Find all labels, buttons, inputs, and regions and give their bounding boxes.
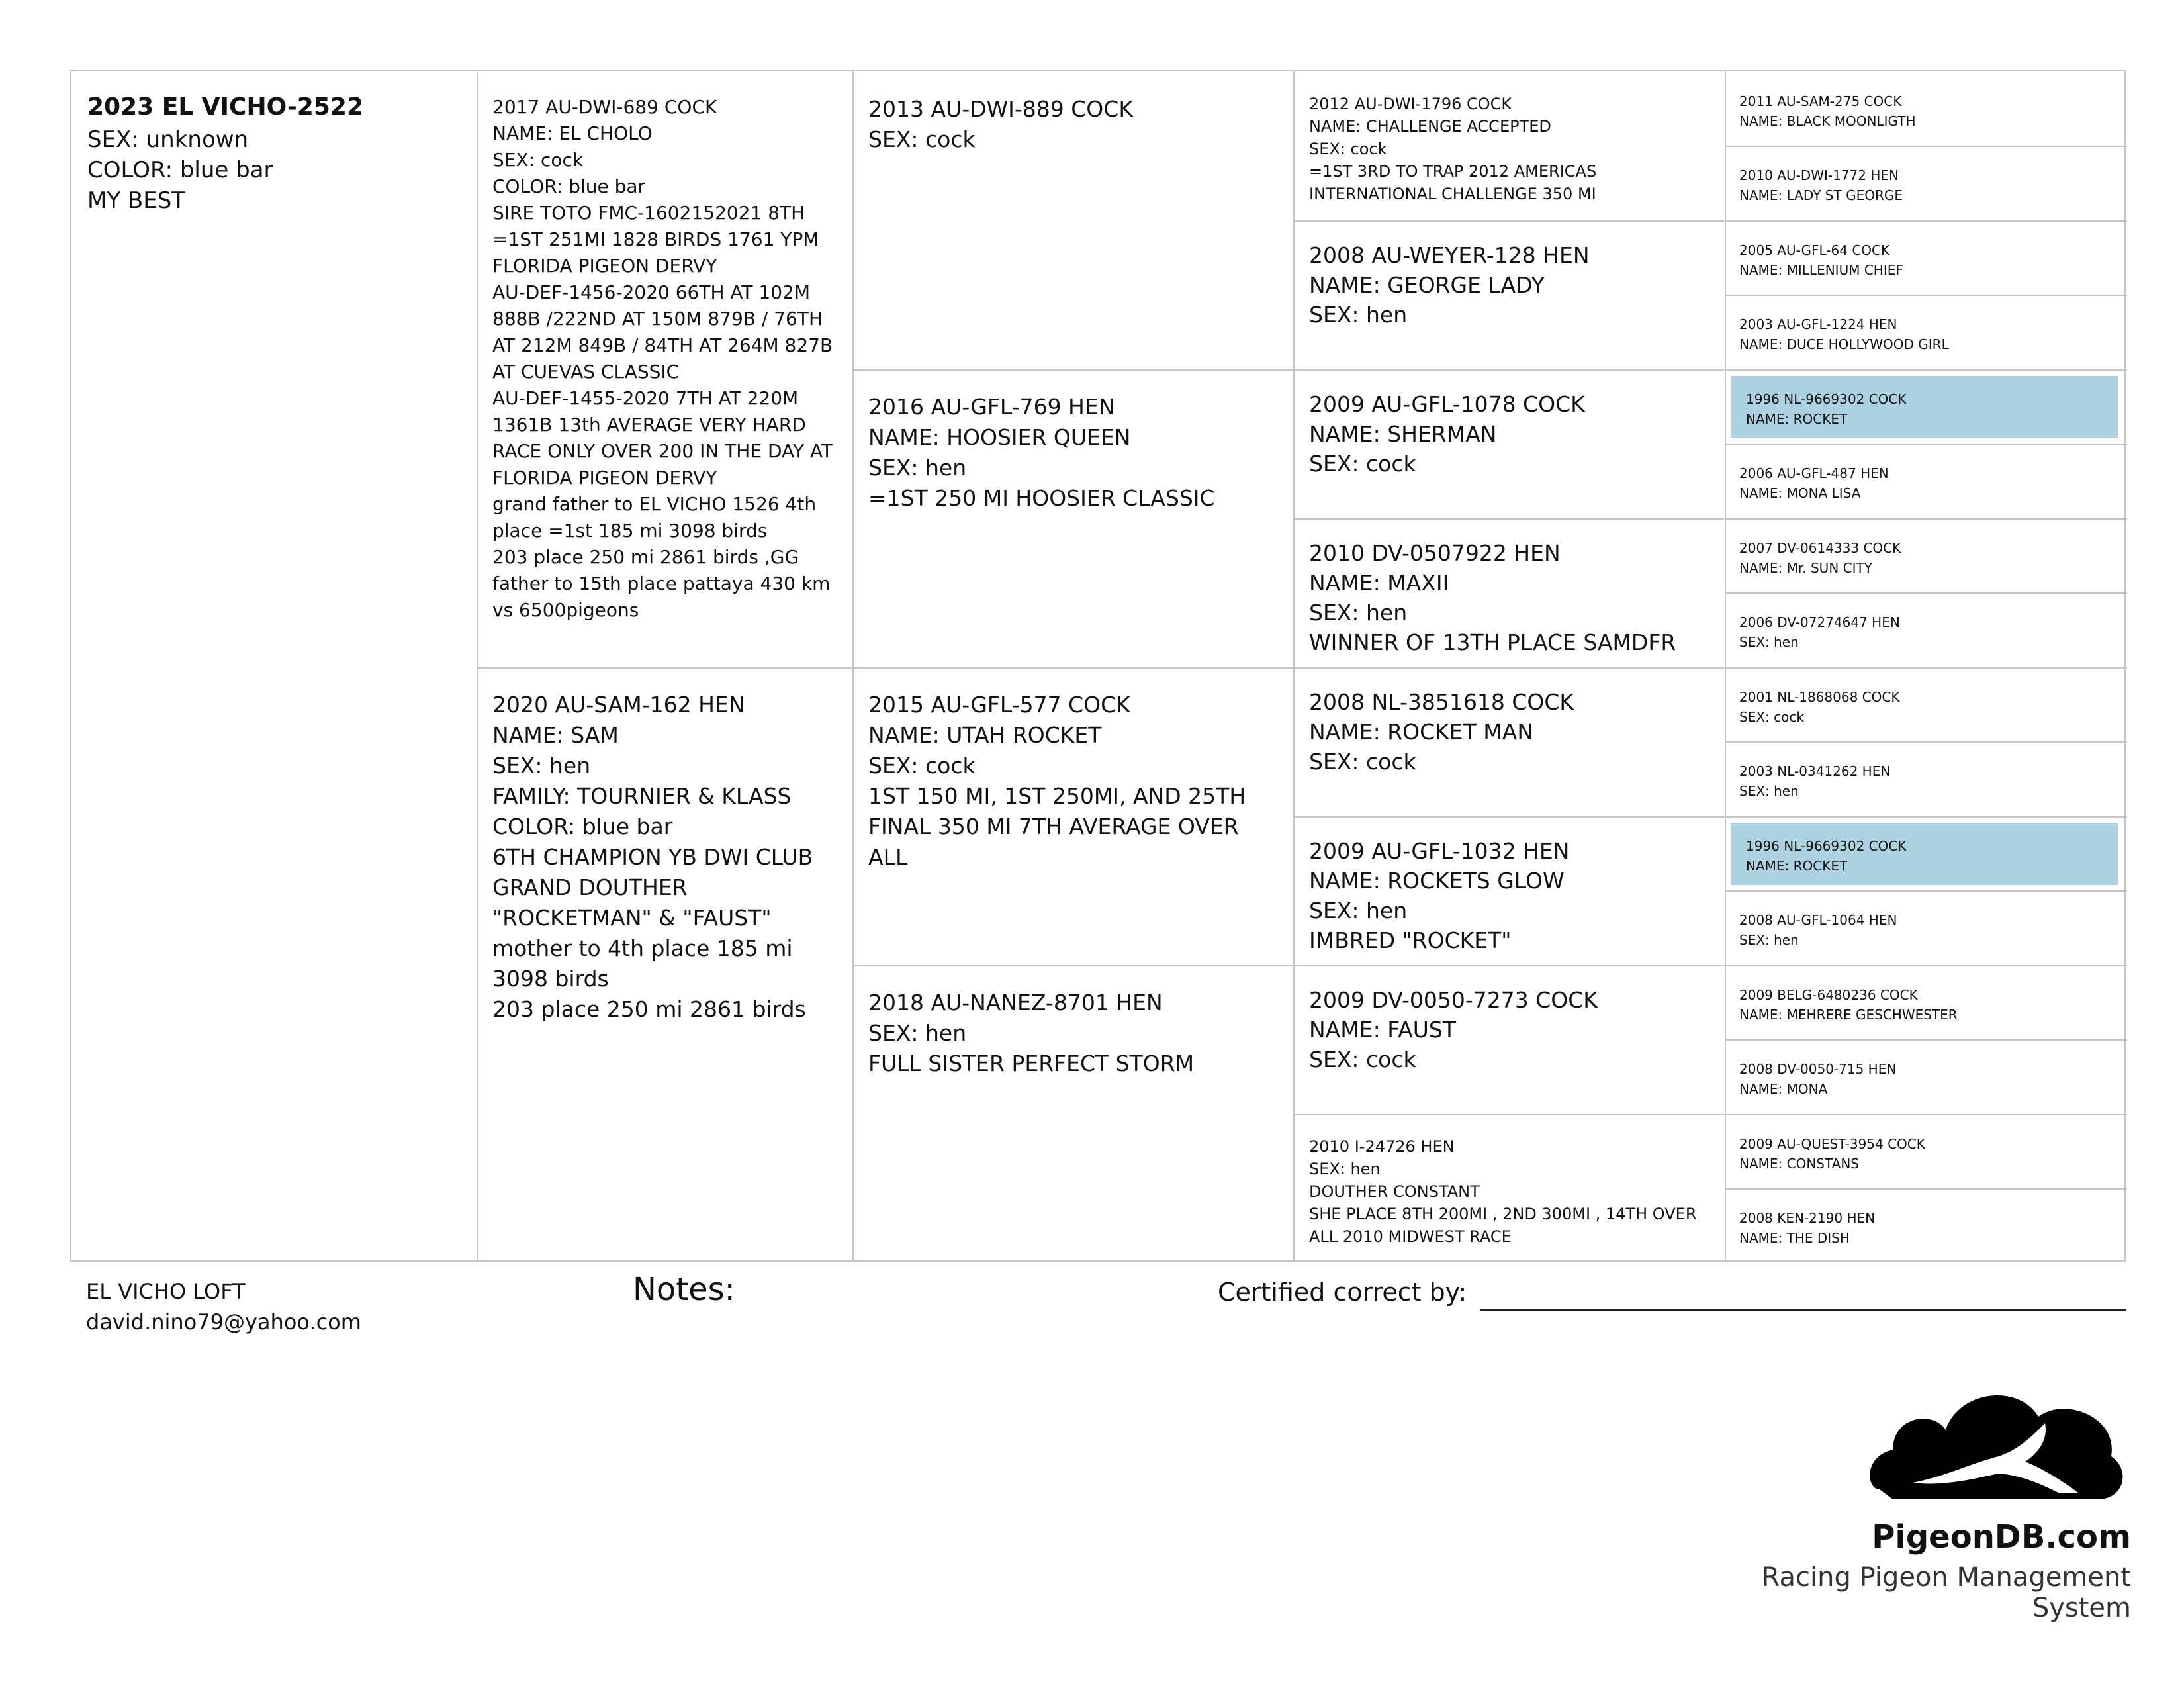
pedigree-line: SEX: cock bbox=[1309, 140, 1387, 158]
pedigree-line: 2008 AU-GFL-1064 HEN bbox=[1739, 912, 1897, 928]
pedigree-line: 2011 AU-SAM-275 COCK bbox=[1739, 93, 1902, 109]
pedigree-line: WINNER OF 13TH PLACE SAMDFR bbox=[1309, 630, 1676, 655]
dam-line: 2020 AU-SAM-162 HEN bbox=[492, 692, 745, 718]
pedigree-line: SEX: cock bbox=[1309, 451, 1416, 477]
pedigree-line: 2008 AU-WEYER-128 HEN bbox=[1309, 242, 1590, 268]
gg-grandparent-cell-highlighted bbox=[1731, 823, 2118, 885]
grandparent-cell bbox=[852, 71, 1293, 369]
pedigree-line: NAME: UTAH ROCKET bbox=[868, 722, 1102, 748]
great-grandparent-cell bbox=[1293, 220, 1725, 369]
pedigree-line: 2016 AU-GFL-769 HEN bbox=[868, 394, 1115, 420]
pedigree-line: 2008 DV-0050-715 HEN bbox=[1739, 1061, 1897, 1077]
grandparent-cell bbox=[852, 369, 1293, 667]
pedigree-line: 2008 NL-3851618 COCK bbox=[1309, 689, 1574, 715]
pigeon-cloud-icon bbox=[1866, 1377, 2131, 1516]
pedigree-line: NAME: MAXII bbox=[1309, 570, 1449, 596]
pedigree-line: NAME: ROCKET bbox=[1746, 858, 1848, 874]
gg-grandparent-cell-highlighted bbox=[1731, 376, 2118, 438]
pedigree-line: SEX: cock bbox=[868, 126, 976, 152]
great-grandparent-cell bbox=[1293, 667, 1725, 816]
notes-label: Notes: bbox=[633, 1271, 735, 1308]
dam-line: SEX: hen bbox=[492, 753, 591, 778]
gg-grandparent-cell bbox=[1725, 965, 2124, 1039]
pedigree-line: 2003 AU-GFL-1224 HEN bbox=[1739, 316, 1897, 332]
pedigree-line: SEX: hen bbox=[1739, 783, 1799, 799]
pedigree-line: 2015 AU-GFL-577 COCK bbox=[868, 692, 1130, 718]
logo-tagline: Racing Pigeon Management System bbox=[1761, 1562, 2131, 1623]
loft-contact bbox=[86, 1276, 361, 1337]
great-grandparent-cell bbox=[1293, 1114, 1725, 1263]
dam-line: COLOR: blue bar bbox=[492, 814, 673, 839]
pedigree-line: NAME: CHALLENGE ACCEPTED bbox=[1309, 117, 1551, 136]
dam-line: 203 place 250 mi 2861 birds bbox=[492, 996, 806, 1022]
pedigree-line: NAME: MONA bbox=[1739, 1081, 1828, 1097]
pedigree-line: SEX: hen bbox=[1309, 600, 1408, 626]
pedigree-line: NAME: CONSTANS bbox=[1739, 1156, 1859, 1172]
pedigree-line: SHE PLACE 8TH 200MI , 2ND 300MI , 14TH OVER ALL 2010 MIDWEST RACE bbox=[1309, 1205, 1702, 1246]
pedigree-line: SEX: hen bbox=[1309, 302, 1408, 328]
pedigree-line: 2008 KEN-2190 HEN bbox=[1739, 1210, 1876, 1226]
gg-grandparent-cell bbox=[1725, 667, 2124, 741]
pedigree-line: SEX: hen bbox=[1309, 1160, 1381, 1178]
pedigree-line: IMBRED "ROCKET" bbox=[1309, 927, 1512, 953]
pedigree-line: 2009 AU-GFL-1078 COCK bbox=[1309, 391, 1585, 417]
pedigree-line: 2013 AU-DWI-889 COCK bbox=[868, 96, 1133, 122]
pedigree-line: =1ST 250 MI HOOSIER CLASSIC bbox=[868, 485, 1215, 511]
pedigree-line: NAME: Mr. SUN CITY bbox=[1739, 560, 1872, 576]
pedigree-line: NAME: MEHRERE GESCHWESTER bbox=[1739, 1007, 1958, 1023]
pedigree-line: NAME: DUCE HOLLYWOOD GIRL bbox=[1739, 336, 1949, 352]
pedigree-line: DOUTHER CONSTANT bbox=[1309, 1182, 1480, 1201]
sire-cell bbox=[477, 71, 852, 667]
gg-grandparent-cell bbox=[1725, 890, 2124, 965]
loft-email: david.nino79@yahoo.com bbox=[86, 1309, 361, 1335]
pedigree-line: SEX: hen bbox=[868, 1020, 967, 1046]
pedigree-line: NAME: MONA LISA bbox=[1739, 485, 1861, 501]
dam-line: NAME: SAM bbox=[492, 722, 619, 748]
gg-grandparent-cell bbox=[1725, 146, 2124, 220]
pedigree-line: 2003 NL-0341262 HEN bbox=[1739, 763, 1891, 779]
dam-line: 6TH CHAMPION YB DWI CLUB GRAND DOUTHER "ROCKETMAN" & "FAUST" bbox=[492, 844, 820, 931]
dam-cell bbox=[477, 667, 852, 1263]
sire-line: 2017 AU-DWI-689 COCK bbox=[492, 96, 717, 118]
sire-line: AU-DEF-1455-2020 7TH AT 220M 1361B 13th AVERAGE VERY HARD RACE ONLY OVER 200 IN THE DAY AT FLORIDA PIGEON DERVY bbox=[492, 387, 839, 489]
grandparent-cell bbox=[852, 965, 1293, 1263]
pedigree-line: 2005 AU-GFL-64 COCK bbox=[1739, 242, 1890, 258]
sire-line: 203 place 250 mi 2861 birds ,GG father to 15th place pattaya 430 km vs 6500pigeons bbox=[492, 546, 837, 621]
sire-line: AU-DEF-1456-2020 66TH AT 102M 888B /222ND AT 150M 879B / 76TH AT 212M 849B / 84TH AT 264M 827B AT CUEVAS CLASSIC bbox=[492, 281, 839, 383]
pedigree-line: NAME: BLACK MOONLIGTH bbox=[1739, 113, 1916, 129]
great-grandparent-cell bbox=[1293, 71, 1725, 220]
pedigree-line: SEX: cock bbox=[1309, 749, 1416, 774]
grandparent-cell bbox=[852, 667, 1293, 965]
sire-line: NAME: EL CHOLO bbox=[492, 122, 653, 144]
pedigree-line: FULL SISTER PERFECT STORM bbox=[868, 1051, 1195, 1076]
pedigree-line: NAME: SHERMAN bbox=[1309, 421, 1497, 447]
sire-line: COLOR: blue bar bbox=[492, 175, 646, 197]
subject-title: 2023 EL VICHO-2522 bbox=[87, 93, 364, 120]
pedigree-line: 2009 AU-GFL-1032 HEN bbox=[1309, 838, 1570, 864]
dam-line: FAMILY: TOURNIER & KLASS bbox=[492, 783, 792, 809]
pedigree-line: 2006 DV-07274647 HEN bbox=[1739, 614, 1900, 630]
pedigree-line: 2012 AU-DWI-1796 COCK bbox=[1309, 95, 1512, 113]
gg-grandparent-cell bbox=[1725, 71, 2124, 146]
gg-grandparent-cell bbox=[1725, 1114, 2124, 1188]
signature-line bbox=[1480, 1309, 2126, 1311]
pedigree-line: NAME: FAUST bbox=[1309, 1017, 1456, 1043]
pedigree-line: 2007 DV-0614333 COCK bbox=[1739, 540, 1901, 556]
pedigree-line: 2010 I-24726 HEN bbox=[1309, 1137, 1455, 1156]
pedigree-line: 1996 NL-9669302 COCK bbox=[1746, 838, 1907, 854]
pedigree-line: 2009 AU-QUEST-3954 COCK bbox=[1739, 1136, 1925, 1152]
great-grandparent-cell bbox=[1293, 965, 1725, 1114]
subject-line: COLOR: blue bar bbox=[87, 157, 273, 183]
pedigree-line: SEX: hen bbox=[1739, 634, 1799, 650]
certified-label: Certified correct by: bbox=[1218, 1278, 1467, 1307]
pedigree-line: 1ST 150 MI, 1ST 250MI, AND 25TH FINAL 350 MI 7TH AVERAGE OVER ALL bbox=[868, 783, 1253, 870]
pedigree-line: 2009 DV-0050-7273 COCK bbox=[1309, 987, 1598, 1013]
pedigree-line: 2010 AU-DWI-1772 HEN bbox=[1739, 167, 1899, 183]
gg-grandparent-cell bbox=[1725, 1188, 2124, 1263]
pedigree-line: 2010 DV-0507922 HEN bbox=[1309, 540, 1561, 566]
pedigree-line: SEX: cock bbox=[868, 753, 976, 778]
sire-line: SIRE TOTO FMC-1602152021 8TH =1ST 251MI 1828 BIRDS 1761 YPM FLORIDA PIGEON DERVY bbox=[492, 202, 825, 277]
pedigree-line: 1996 NL-9669302 COCK bbox=[1746, 391, 1907, 407]
subject-line: SEX: unknown bbox=[87, 126, 249, 153]
gg-grandparent-cell bbox=[1725, 741, 2124, 816]
pedigree-line: 2018 AU-NANEZ-8701 HEN bbox=[868, 990, 1163, 1015]
pedigree-line: NAME: ROCKETS GLOW bbox=[1309, 868, 1565, 894]
pedigree-line: SEX: hen bbox=[1309, 898, 1408, 923]
sire-line: grand father to EL VICHO 1526 4th place =1st 185 mi 3098 birds bbox=[492, 493, 823, 541]
pedigree-line: NAME: GEORGE LADY bbox=[1309, 272, 1545, 298]
pedigree-line: SEX: hen bbox=[1739, 932, 1799, 948]
pedigree-line: SEX: hen bbox=[868, 455, 967, 481]
loft-name: EL VICHO LOFT bbox=[86, 1279, 246, 1304]
pedigree-line: 2001 NL-1868068 COCK bbox=[1739, 689, 1900, 705]
pedigree-line: NAME: MILLENIUM CHIEF bbox=[1739, 262, 1903, 278]
pedigree-line: NAME: THE DISH bbox=[1739, 1230, 1850, 1246]
gg-grandparent-cell bbox=[1725, 444, 2124, 518]
great-grandparent-cell bbox=[1293, 816, 1725, 965]
pedigree-line: 2006 AU-GFL-487 HEN bbox=[1739, 465, 1889, 481]
pedigree-line: =1ST 3RD TO TRAP 2012 AMERICAS INTERNATIONAL CHALLENGE 350 MI bbox=[1309, 162, 1602, 203]
pedigree-line: NAME: ROCKET MAN bbox=[1309, 719, 1534, 745]
gg-grandparent-cell bbox=[1725, 295, 2124, 369]
pedigree-line: NAME: HOOSIER QUEEN bbox=[868, 424, 1131, 450]
subject-bird bbox=[71, 71, 477, 1263]
pedigree-chart bbox=[70, 70, 2126, 1262]
gg-grandparent-cell bbox=[1725, 518, 2124, 592]
pedigree-line: NAME: LADY ST GEORGE bbox=[1739, 187, 1903, 203]
gg-grandparent-cell bbox=[1725, 592, 2124, 667]
dam-line: mother to 4th place 185 mi 3098 birds bbox=[492, 935, 800, 992]
pedigree-line: 2009 BELG-6480236 COCK bbox=[1739, 987, 1918, 1003]
pedigree-line: SEX: cock bbox=[1739, 709, 1804, 725]
gg-grandparent-cell bbox=[1725, 1039, 2124, 1114]
subject-line: MY BEST bbox=[87, 187, 186, 214]
gg-grandparent-cell bbox=[1725, 220, 2124, 295]
great-grandparent-cell bbox=[1293, 369, 1725, 518]
pedigree-line: SEX: cock bbox=[1309, 1047, 1416, 1072]
pedigree-line: NAME: ROCKET bbox=[1746, 411, 1848, 427]
great-grandparent-cell bbox=[1293, 518, 1725, 667]
sire-line: SEX: cock bbox=[492, 149, 584, 171]
pigeondb-logo bbox=[1668, 1377, 2131, 1623]
logo-name: PigeonDB.com bbox=[1872, 1519, 2131, 1556]
